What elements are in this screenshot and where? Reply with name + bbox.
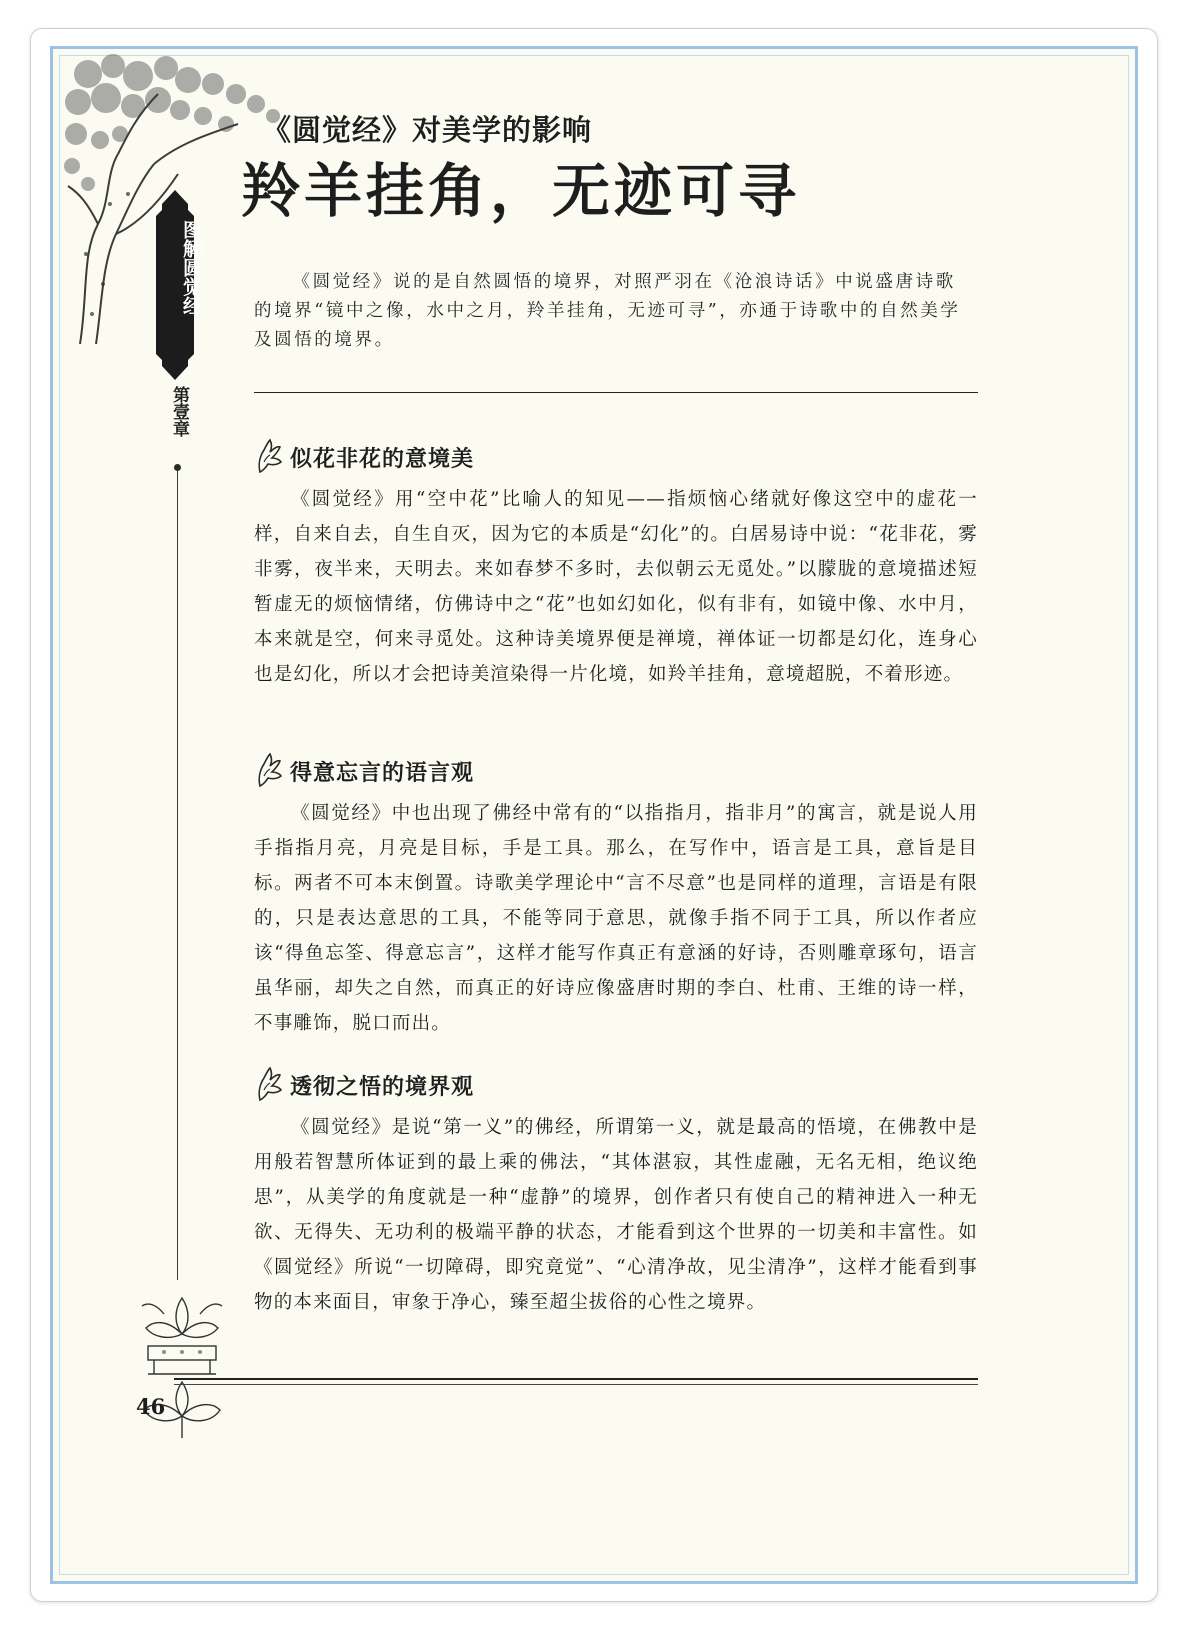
section-3-heading xyxy=(254,1064,978,1104)
lotus-hand-icon xyxy=(254,752,284,788)
intro-paragraph: 《圆觉经》说的是自然圆悟的境界，对照严羽在《沧浪诗话》中说盛唐诗歌的境界“镜中之像，水中之月，羚羊挂角，无迹可寻”，亦通于诗歌中的自然美学及圆悟的境界。 xyxy=(254,272,961,350)
section-2-heading xyxy=(254,750,978,790)
section-3-title: 透彻之悟的境界观 xyxy=(290,1075,475,1100)
section-1-heading xyxy=(254,436,978,476)
book-tab-label: 图解圆觉经 xyxy=(180,220,202,315)
page-number: 46 xyxy=(136,1394,166,1419)
book-tab-text-wrap xyxy=(162,220,202,360)
bottom-divider xyxy=(174,1378,978,1385)
intro-divider xyxy=(254,392,978,393)
lotus-hand-icon xyxy=(254,438,284,474)
page-subtitle: 《圆觉经》对美学的影响 xyxy=(262,113,593,147)
lotus-hand-icon xyxy=(254,1066,284,1102)
section-3-body: 《圆觉经》是说“第一义”的佛经，所谓第一义，就是最高的悟境，在佛教中是用般若智慧所体证到的最上乘的佛法，“其体湛寂，其性虚融，无名无相，绝议绝思”，从美学的角度就是一种“虚静”的境界，创作者只有使自己的精神进入一种无欲、无得失、无功利的极端平静的状态，才能看到这个世界的一切美和丰富性。如《圆觉经》所说“一切障碍，即究竟觉”、“心清净故，见尘清净”，这样才能看到事物的本来面目，审象于净心，臻至超尘拔俗的心性之境界。 xyxy=(254,1117,978,1313)
section-1-title: 似花非花的意境美 xyxy=(290,447,475,472)
section-2-title: 得意忘言的语言观 xyxy=(290,761,475,786)
chapter-label: 第壹章 xyxy=(169,386,189,437)
section-1 xyxy=(254,436,978,692)
page-title: 羚羊挂角，无迹可寻 xyxy=(242,157,801,225)
section-3 xyxy=(254,1064,978,1320)
section-2 xyxy=(254,750,978,1041)
side-vertical-line xyxy=(177,470,178,1280)
section-1-body: 《圆觉经》用“空中花”比喻人的知见——指烦恼心绪就好像这空中的虚花一样，自来自去，自生自灭，因为它的本质是“幻化”的。白居易诗中说：“花非花，雾非雾，夜半来，天明去。来如春梦不多时，去似朝云无觅处。”以朦胧的意境描述短暂虚无的烦恼情绪，仿佛诗中之“花”也如幻如化，似有非有，如镜中像、水中月，本来就是空，何来寻觅处。这种诗美境界便是禅境，禅体证一切都是幻化，连身心也是幻化，所以才会把诗美渲染得一片化境，如羚羊挂角，意境超脱，不着形迹。 xyxy=(254,489,978,685)
book-tab xyxy=(154,190,202,380)
section-2-body: 《圆觉经》中也出现了佛经中常有的“以指指月，指非月”的寓言，就是说人用手指指月亮，月亮是目标，手是工具。那么，在写作中，语言是工具，意旨是目标。两者不可本末倒置。诗歌美学理论中“言不尽意”也是同样的道理，言语是有限的，只是表达意思的工具，不能等同于意思，就像手指不同于工具，所以作者应该“得鱼忘筌、得意忘言”，这样才能写作真正有意涵的好诗，否则雕章琢句，语言虽华丽，却失之自然，而真正的好诗应像盛唐时期的李白、杜甫、王维的诗一样，不事雕饰，脱口而出。 xyxy=(254,803,978,1034)
